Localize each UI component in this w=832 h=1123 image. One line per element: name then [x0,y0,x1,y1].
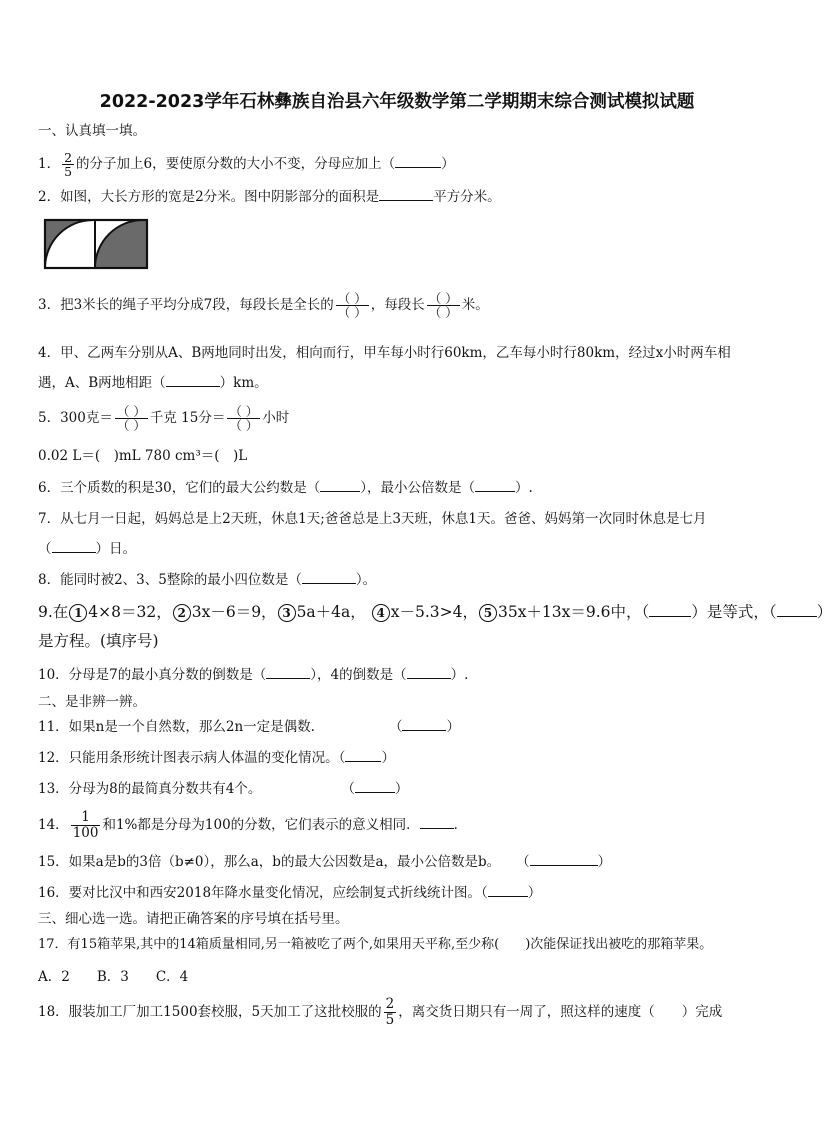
question-4-line1: 4．甲、乙两车分别从A、B两地同时出发，相向而行，甲车每小时行60km，乙车每小时行80km，经过x小时两车相 [38,345,731,361]
question-15: 15．如果a是b的3倍（b≠0），那么a，b的最大公因数是a，最小公倍数是b。 （ ） [38,854,612,870]
question-12: 12．只能用条形统计图表示病人体温的变化情况。（ ） [38,750,395,766]
question-4-line2: 遇，A、B两地相距（ ）km。 [38,375,268,391]
section-heading: 一、认真填一填。 [38,123,146,139]
answer-blank[interactable] [166,374,220,387]
question-3: 3．把3米长的绳子平均分成7段，每段长是全长的 $\frac{( )}{( )}$ ，每段长 $\frac{( )}{( )}$ 米。 [38,291,489,320]
answer-blank[interactable] [345,749,381,762]
fraction: $\frac{( )}{( )}$ [229,404,259,433]
answer-blank[interactable] [266,666,310,679]
answer-blank[interactable] [402,718,446,731]
question-1: 1． $\frac{2}{5}$ 的分子加上6，要使原分数的大小不变，分母应加上（ ） [38,150,455,179]
question-10: 10．分母是7的最小真分数的倒数是（ ），4的倒数是（ ）. [38,667,469,683]
circled-number: 5 [479,604,497,622]
answer-blank[interactable] [420,816,454,829]
circled-number: 3 [278,604,296,622]
question-9-line2: 是方程。(填序号) [38,632,159,650]
answer-blank[interactable] [379,188,433,201]
fraction: $\frac{2}{5}$ [64,150,73,179]
fraction: $\frac{1}{100}$ [72,809,99,841]
fraction: $\frac{2}{5}$ [385,996,395,1028]
answer-blank[interactable] [302,571,356,584]
fraction: $\frac{( )}{( )}$ [116,404,146,433]
fraction: $\frac{( )}{( )}$ [428,291,458,320]
question-5b: 0.02 L＝( )mL 780 cm³＝( )L [38,448,248,464]
fraction: $\frac{( )}{( )}$ [337,291,367,320]
question-6: 6．三个质数的积是30，它们的最大公约数是（ ），最小公倍数是（ ）. [38,480,533,496]
answer-blank[interactable] [777,604,817,617]
question-7-line2: （ ）日。 [38,541,136,557]
circled-number: 1 [69,604,87,622]
question-13: 13．分母为8的最简真分数共有4个。 （ ） [38,781,409,797]
answer-blank[interactable] [649,604,691,617]
question-18: 18．服装加工厂加工1500套校服，5天加工了这批校服的 $\frac{2}{5}$ ，离交货日期只有一周了，照这样的速度（ ）完成 [38,996,723,1028]
answer-blank[interactable] [530,853,598,866]
question-17: 17．有15箱苹果,其中的14箱质量相同,另一箱被吃了两个,如果用天平称,至少称( )次能保证找出被吃的那箱苹果。 [38,937,713,952]
answer-blank[interactable] [475,479,515,492]
section-heading: 二、是非辨一辨。 [38,694,146,710]
section-heading: 三、细心选一选。请把正确答案的序号填在括号里。 [38,911,349,927]
answer-blank[interactable] [395,155,441,168]
answer-blank[interactable] [320,479,360,492]
question-9-line1: 9.在 1 4×8＝32， 2 3x－6＝9， 3 5a＋4a， 4 x－5.3>4， 5 35x＋13x＝9.6中，（ ）是等式，（ ） [38,603,832,621]
answer-blank[interactable] [488,884,528,897]
question-5: 5．300克＝ $\frac{( )}{( )}$ 千克 15分＝ $\frac{( )}{( )}$ 小时 [38,404,290,433]
answer-blank[interactable] [407,666,451,679]
question-17-options: A．2 B．3 C．4 [38,969,189,985]
answer-blank[interactable] [52,540,96,553]
question-7-line1: 7．从七月一日起，妈妈总是上2天班，休息1天;爸爸总是上3天班，休息1天。爸爸、妈妈第一次同时休息是七月 [38,511,707,527]
circled-number: 2 [173,604,191,622]
question-14: 14． $\frac{1}{100}$ 和1%都是分母为100的分数，它们表示的意义相同． ． [38,809,468,841]
question-16: 16．要对比汉中和西安2018年降水量变化情况，应绘制复式折线统计图。（ ） [38,885,542,901]
page-title: 2022-2023学年石林彝族自治县六年级数学第二学期期末综合测试模拟试题 [99,92,695,112]
circled-number: 4 [372,604,390,622]
question-8: 8．能同时被2、3、5整除的最小四位数是（ ）。 [38,572,377,588]
question-11: 11．如果n是一个自然数，那么2n一定是偶数. （ ） [38,719,460,735]
answer-blank[interactable] [355,780,395,793]
shaded-rectangle-figure [43,218,149,274]
question-2: 2．如图，大长方形的宽是2分米。图中阴影部分的面积是 平方分米。 [38,189,501,205]
